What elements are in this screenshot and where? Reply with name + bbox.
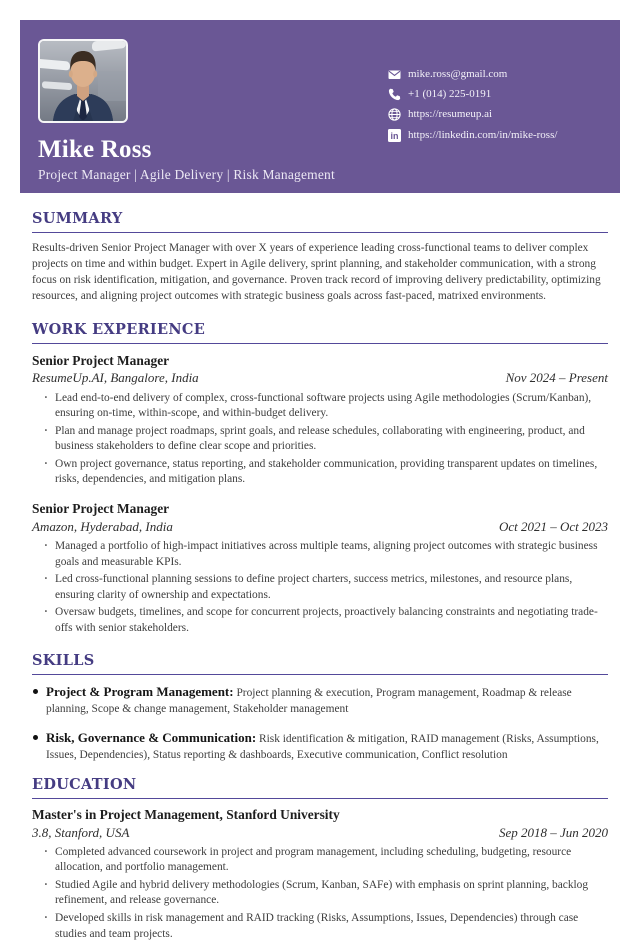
- section-education: [32, 776, 608, 942]
- education-dates: Sep 2018 – Jun 2020: [498, 824, 608, 840]
- profile-photo: [38, 39, 128, 123]
- profile-photo-illustration: [40, 41, 126, 121]
- svg-text:in: in: [390, 130, 399, 141]
- education-degree: Master's in Project Management, Stanford University: [32, 807, 340, 823]
- job-company: ResumeUp.AI, Bangalore, India: [32, 370, 199, 386]
- person-name: Mike Ross: [38, 136, 152, 163]
- education-bullet: · Studied Agile and hybrid delivery methodologies (Scrum, Kanban, SAFe) with emphasis on sprint planning, backlog refinement, and release governance.: [55, 878, 608, 909]
- education-bullet: · Completed advanced coursework in project and program management, including scheduling, budgeting, resource allocation, and portfolio management.: [55, 845, 608, 876]
- globe-icon: [388, 108, 401, 121]
- contact-email-text: mike.ross@gmail.com: [408, 68, 508, 80]
- education-bullet-list: [32, 845, 608, 942]
- job-bullet: · Managed a portfolio of high-impact initiatives across multiple teams, aligning project outcomes with strategic business goals and measurable KPIs.: [55, 539, 608, 570]
- skills-heading: SKILLS: [32, 652, 608, 675]
- contact-list: [388, 68, 557, 149]
- education-heading: EDUCATION: [32, 776, 608, 799]
- job-meta-row: [32, 519, 608, 535]
- linkedin-icon: [388, 129, 401, 142]
- job-dates: Oct 2021 – Oct 2023: [498, 519, 608, 535]
- job-bullet: · Lead end-to-end delivery of complex, cross-functional software projects using Agile methodologies (Scrum/Kanban), ensuring on-time, within-scope, and within-budget delivery.: [55, 391, 608, 422]
- job-bullet-list: [32, 391, 608, 488]
- summary-heading: SUMMARY: [32, 210, 608, 233]
- resume-page: [0, 20, 640, 940]
- contact-website[interactable]: [388, 108, 557, 121]
- person-headline: Project Manager | Agile Delivery | Risk Management: [38, 166, 335, 182]
- section-work-experience: [32, 321, 608, 637]
- skill-detail: Risk identification & mitigation, RAID management (Risks, Assumptions, Issues, Dependencies), Status reporting & dashboards, Executive communication, Conflict resolution: [46, 733, 599, 762]
- work-experience-heading: WORK EXPERIENCE: [32, 321, 608, 344]
- job-bullet: · Own project governance, status reporting, and stakeholder communication, providing transparent updates on timelines, risks, dependencies, and mitigation plans.: [55, 457, 608, 488]
- skill-category: Project & Program Management:: [46, 684, 234, 700]
- contact-phone[interactable]: [388, 88, 557, 101]
- job-company: Amazon, Hyderabad, India: [32, 519, 173, 535]
- section-skills: [32, 652, 608, 764]
- job-bullet-list: [32, 539, 608, 636]
- education-entry: [32, 807, 608, 942]
- job-dates: Nov 2024 – Present: [505, 370, 608, 386]
- skill-item: [46, 729, 608, 764]
- resume-header: [20, 20, 620, 193]
- resume-body: [0, 210, 640, 942]
- education-meta-row: [32, 825, 608, 841]
- contact-email[interactable]: [388, 68, 557, 81]
- contact-linkedin-text: https://linkedin.com/in/mike-ross/: [408, 128, 558, 141]
- contact-website-text: https://resumeup.ai: [408, 108, 493, 121]
- email-icon: [388, 68, 401, 81]
- job-bullet: · Plan and manage project roadmaps, sprint goals, and release schedules, collaborating with engineering, product, and business stakeholders to define clear scope and priorities.: [55, 424, 608, 455]
- job-entry: [32, 353, 608, 488]
- job-title: Senior Project Manager: [32, 352, 170, 368]
- education-detail: 3.8, Stanford, USA: [32, 824, 130, 840]
- job-title: Senior Project Manager: [32, 501, 170, 517]
- contact-linkedin[interactable]: [388, 129, 557, 142]
- skill-item: [46, 683, 608, 718]
- summary-text: Results-driven Senior Project Manager with over X years of experience leading cross-functional teams to deliver complex projects on time and within budget. Expert in Agile delivery, sprint planning, and stakeholder communication, with a strong focus on risk identification, mitigation, and governance. Proven track record of improving delivery predictability, optimizing resources, and aligning project outcomes with strategic business goals across fast-paced, matrixed environments.: [32, 242, 601, 302]
- contact-phone-text: +1 (014) 225-0191: [408, 88, 492, 101]
- section-summary: [32, 210, 608, 305]
- phone-icon: [388, 88, 401, 101]
- job-bullet: · Oversaw budgets, timelines, and scope for concurrent projects, proactively balancing constraints and negotiating trade-offs with senior stakeholders.: [55, 605, 608, 636]
- job-meta-row: [32, 370, 608, 386]
- skill-category: Risk, Governance & Communication:: [46, 730, 257, 746]
- skills-list: [32, 683, 608, 764]
- education-bullet: · Developed skills in risk management and RAID tracking (Risks, Assumptions, Issues, Dependencies) through case studies and team projects.: [55, 911, 608, 942]
- job-entry: [32, 501, 608, 636]
- skill-detail: Project planning & execution, Program management, Roadmap & release planning, Scope & change management, Stakeholder management: [46, 687, 572, 716]
- job-bullet: · Led cross-functional planning sessions to define project charters, success metrics, milestones, and resource plans, ensuring clarity of ownership and expectations.: [55, 572, 608, 603]
